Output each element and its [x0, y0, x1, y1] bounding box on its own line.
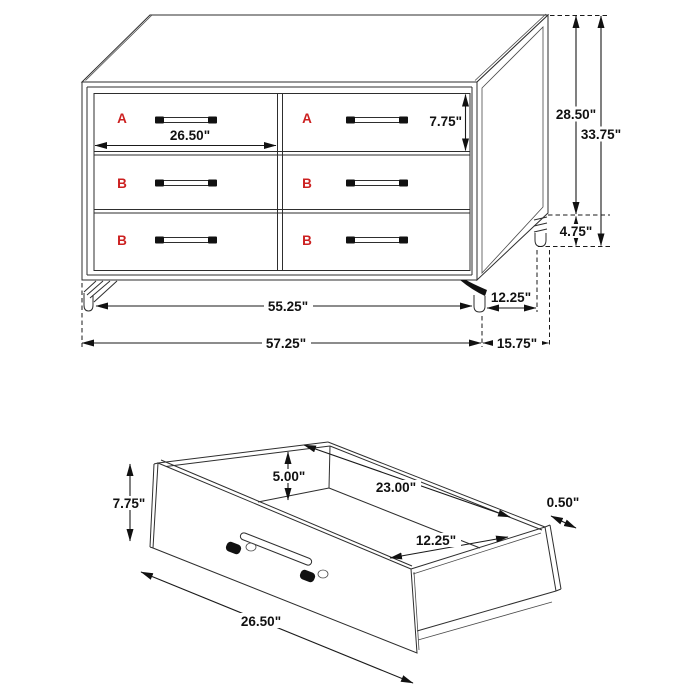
front-right-leg — [460, 280, 487, 312]
drawer-handle — [155, 237, 217, 244]
dim-total-width — [82, 336, 481, 351]
dim-front-height — [110, 464, 150, 541]
dim-label: 28.50" — [555, 107, 597, 122]
dim-inner-depth — [390, 533, 508, 558]
drawer-handle — [346, 117, 408, 124]
drawer-letter-a-left: A — [117, 111, 127, 126]
drawer-letter-b2-right: B — [302, 233, 312, 248]
drawer-handle — [346, 180, 408, 187]
drawer-letter-a-right: A — [302, 111, 312, 126]
dim-leg-height — [555, 217, 597, 246]
drawer-handle — [155, 117, 217, 124]
dim-inner-width — [304, 445, 510, 517]
dim-label: 7.75" — [112, 496, 146, 511]
dresser-elevation — [82, 14, 626, 351]
dim-label: 12.25" — [415, 533, 457, 548]
dresser-case — [82, 14, 548, 280]
dim-label: 0.50" — [546, 495, 580, 510]
drawer-handle — [155, 180, 217, 187]
dim-label: 4.75" — [559, 224, 593, 239]
dim-label: 5.00" — [272, 469, 306, 484]
drawer-letter-b1-right: B — [302, 176, 312, 191]
dim-label: 57.25" — [265, 336, 307, 351]
dim-inner-width — [96, 299, 472, 314]
drawer-letter-b2-left: B — [117, 233, 127, 248]
dim-total-height — [577, 16, 626, 246]
dim-leg-offset-depth — [487, 290, 536, 308]
dim-case-height — [552, 16, 601, 214]
drawer-letter-b1-left: B — [117, 176, 127, 191]
drawer-isometric — [110, 442, 583, 683]
dim-label: 12.25" — [490, 290, 532, 305]
dim-panel-thickness — [543, 495, 583, 528]
dim-total-depth — [483, 336, 549, 351]
dim-label: 15.75" — [496, 336, 538, 351]
dim-label: 26.50" — [240, 614, 282, 629]
dim-label: 23.00" — [375, 480, 417, 495]
dim-label: 55.25" — [267, 299, 309, 314]
dim-label: 26.50" — [169, 128, 211, 143]
dim-label: 7.75" — [429, 114, 462, 129]
drawer-handle — [346, 237, 408, 244]
dim-label: 33.75" — [580, 127, 622, 142]
